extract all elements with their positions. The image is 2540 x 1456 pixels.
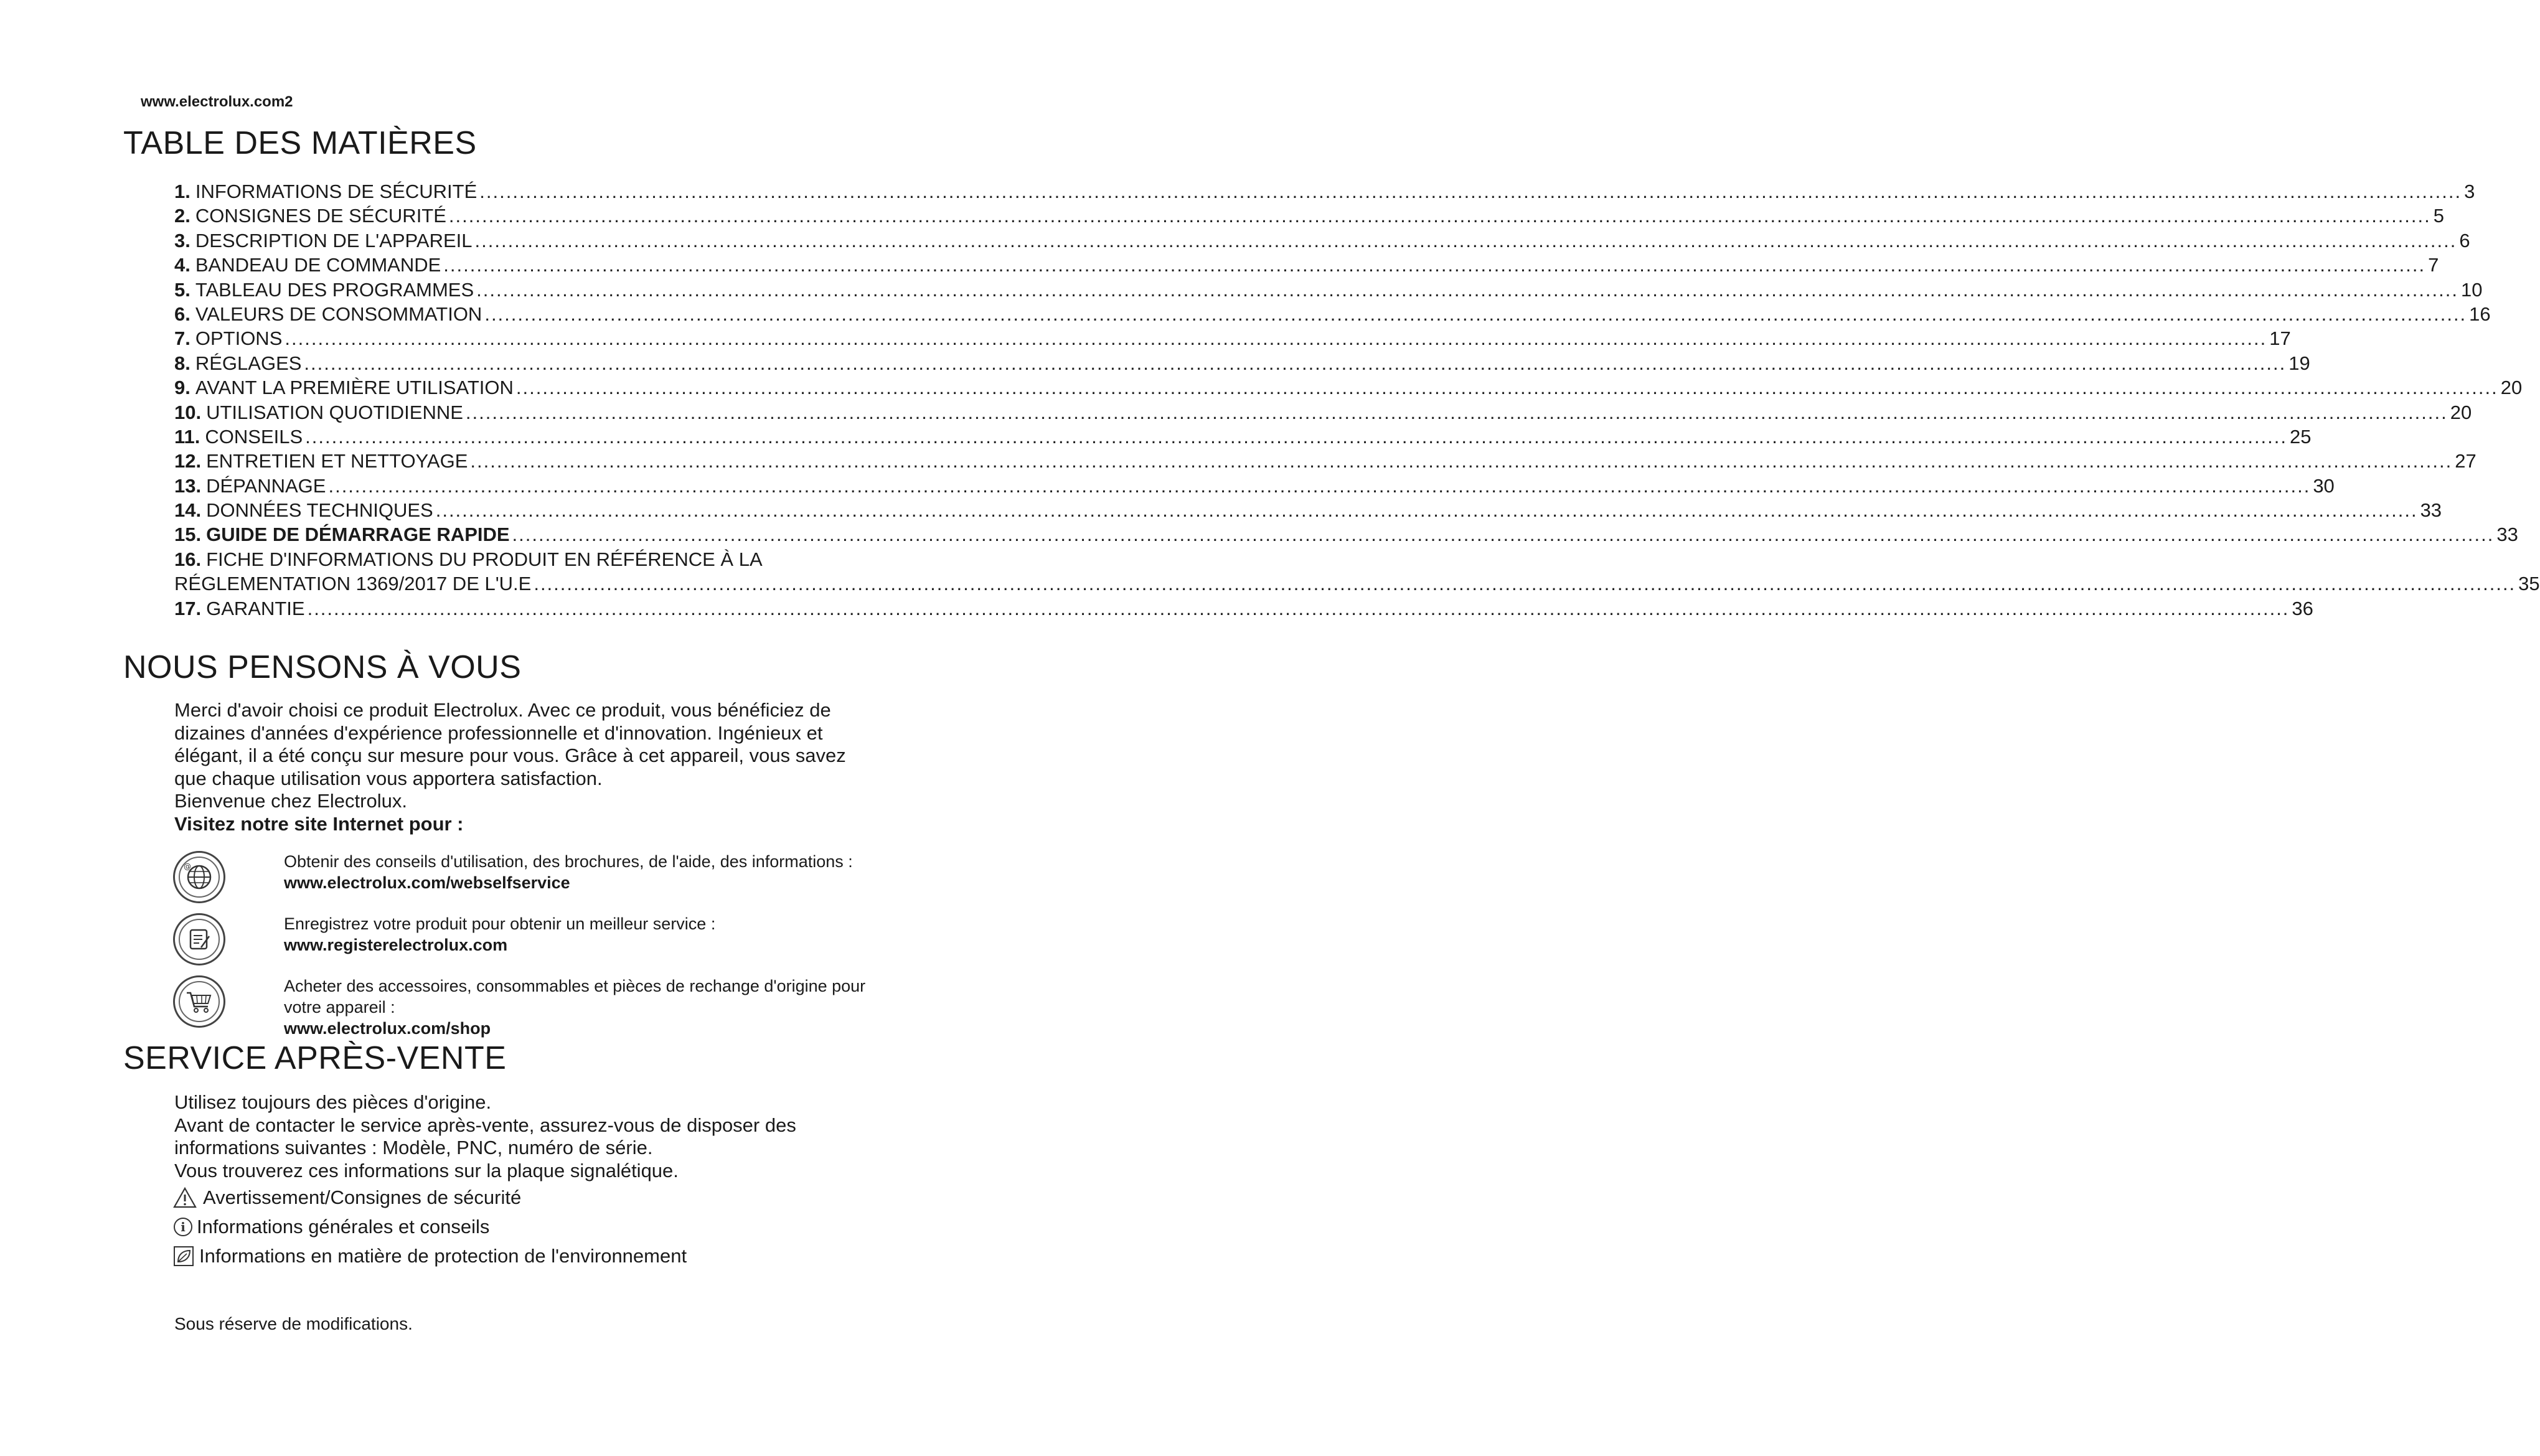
service-body	[174, 1091, 921, 1182]
toc-item[interactable]: 14. DONNÉES TECHNIQUES ............................................................................................................................................................................................................................................................................................................ 33	[174, 499, 2442, 522]
toc-item[interactable]: 13. DÉPANNAGE ............................................................................................................................................................................................................................................................................................................ 30	[174, 474, 2335, 497]
toc-item[interactable]: 1. INFORMATIONS DE SÉCURITÉ ............................................................................................................................................................................................................................................................................................................ 3	[174, 181, 2475, 202]
visit-label: Visitez notre site Internet pour :	[174, 812, 464, 835]
about-line: Merci d'avoir choisi ce produit Electrolux. Avec ce produit, vous bénéficiez de	[174, 699, 831, 721]
environment-leaf-icon	[173, 1244, 194, 1268]
visit-text: votre appareil :	[284, 998, 395, 1017]
about-title: NOUS PENSONS À VOUS	[123, 649, 522, 685]
warning-triangle-icon	[173, 1186, 197, 1209]
info-circle-icon	[173, 1215, 193, 1239]
shopping-cart-icon	[173, 975, 225, 1028]
toc-item[interactable]: 5. TABLEAU DES PROGRAMMES ............................................................................................................................................................................................................................................................................................................ 10	[174, 278, 2483, 301]
service-title: SERVICE APRÈS-VENTE	[123, 1040, 507, 1076]
service-line: Utilisez toujours des pièces d'origine.	[174, 1091, 492, 1113]
toc-item[interactable]: 11. CONSEILS ............................................................................................................................................................................................................................................................................................................ 25	[174, 425, 2312, 448]
toc-item[interactable]: 4. BANDEAU DE COMMANDE ............................................................................................................................................................................................................................................................................................................ 7	[174, 254, 2439, 276]
legend-warning	[173, 1186, 521, 1209]
toc-item[interactable]: 9. AVANT LA PREMIÈRE UTILISATION ............................................................................................................................................................................................................................................................................................................ 20	[174, 377, 2523, 399]
web-globe-icon	[173, 851, 225, 903]
toc-item[interactable]: 2. CONSIGNES DE SÉCURITÉ ............................................................................................................................................................................................................................................................................................................ 5	[174, 205, 2445, 227]
about-body	[174, 699, 921, 835]
toc-title: TABLE DES MATIÈRES	[123, 125, 477, 161]
service-line: Vous trouverez ces informations sur la plaque signalétique.	[174, 1159, 679, 1181]
visit-text: Acheter des accessoires, consommables et pièces de rechange d'origine pour	[284, 977, 866, 995]
visit-url-link[interactable]: www.registerelectrolux.com	[284, 936, 508, 954]
about-line: que chaque utilisation vous apportera satisfaction.	[174, 767, 603, 789]
legend-text: Avertissement/Consignes de sécurité	[203, 1186, 522, 1208]
svg-text:i: i	[181, 1219, 186, 1234]
visit-text: Enregistrez votre produit pour obtenir un meilleur service :	[284, 914, 716, 933]
toc-item[interactable]: 6. VALEURS DE CONSOMMATION ............................................................................................................................................................................................................................................................................................................ 16	[174, 303, 2491, 325]
header-url: www.electrolux.com2	[141, 93, 293, 110]
register-form-icon	[173, 913, 225, 965]
legend-text: Informations générales et conseils	[197, 1216, 490, 1238]
visit-text: Obtenir des conseils d'utilisation, des brochures, de l'aide, des informations :	[284, 852, 853, 871]
toc-item[interactable]: 3. DESCRIPTION DE L'APPAREIL ............................................................................................................................................................................................................................................................................................................ 6	[174, 229, 2470, 251]
legend-environment	[173, 1244, 687, 1268]
legend-info	[173, 1215, 489, 1239]
toc-item[interactable]: 8. RÉGLAGES ............................................................................................................................................................................................................................................................................................................ 19	[174, 352, 2310, 374]
footer-note: Sous réserve de modifications.	[174, 1314, 413, 1333]
about-line: élégant, il a été conçu sur mesure pour vous. Grâce à cet appareil, vous savez	[174, 744, 846, 766]
toc-item[interactable]: 17. GARANTIE ............................................................................................................................................................................................................................................................................................................ 36	[174, 597, 2313, 619]
toc-item[interactable]: 16. FICHE D'INFORMATIONS DU PRODUIT EN RÉFÉRENCE À LA RÉGLEMENTATION 1369/2017 DE L'U.E ............................................................................................................................................................................................................................................................................................................ 35	[174, 548, 2540, 594]
about-line: Bienvenue chez Electrolux.	[174, 790, 407, 812]
table-of-contents	[174, 179, 2540, 621]
service-line: Avant de contacter le service après-vente, assurez-vous de disposer des	[174, 1114, 796, 1136]
visit-url-link[interactable]: www.electrolux.com/webselfservice	[284, 873, 570, 892]
svg-text:@: @	[184, 862, 191, 871]
toc-item[interactable]: 15. GUIDE DE DÉMARRAGE RAPIDE ............................................................................................................................................................................................................................................................................................................ 33	[174, 524, 2518, 546]
service-line: informations suivantes : Modèle, PNC, numéro de série.	[174, 1137, 653, 1158]
visit-url-link[interactable]: www.electrolux.com/shop	[284, 1019, 491, 1038]
toc-item[interactable]: 10. UTILISATION QUOTIDIENNE ............................................................................................................................................................................................................................................................................................................ 20	[174, 401, 2472, 423]
legend-text: Informations en matière de protection de l'environnement	[199, 1245, 687, 1267]
toc-item[interactable]: 12. ENTRETIEN ET NETTOYAGE ............................................................................................................................................................................................................................................................................................................ 27	[174, 450, 2476, 472]
toc-item[interactable]: 7. OPTIONS ............................................................................................................................................................................................................................................................................................................ 17	[174, 327, 2291, 350]
about-line: dizaines d'années d'expérience professionnelle et d'innovation. Ingénieux et	[174, 721, 823, 744]
